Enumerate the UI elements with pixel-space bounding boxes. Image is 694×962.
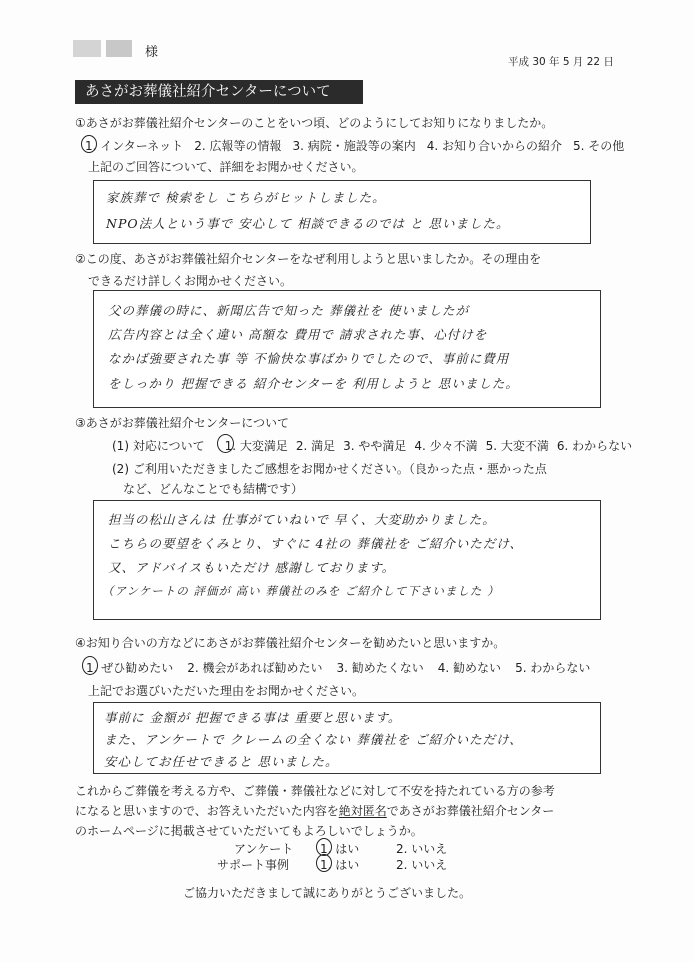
support-selected-circle xyxy=(316,854,332,872)
redacted-name-block-1 xyxy=(73,40,101,57)
q4-answer-box[interactable] xyxy=(93,702,601,774)
closing-thanks: ご協力いただきまして誠にありがとうございました。 xyxy=(183,886,472,900)
q1-option-5[interactable]: 5. その他 xyxy=(572,139,625,153)
page-title: あさがお葬儀社紹介センターについて xyxy=(75,80,363,104)
closing-line: のホームページに掲載させていただいてもよろしいでしょうか。 xyxy=(75,824,423,838)
q2-question-line: できるだけ詳しくお聞かせください。 xyxy=(88,274,293,288)
q3-option-5[interactable]: 5. 大変不満 xyxy=(485,439,549,453)
q1-question: ①あさがお葬儀社紹介センターのことをいつ頃、どのようにしてお知りになりましたか。 xyxy=(75,116,554,130)
q4-answer-line: また、アンケートで クレームの全くない 葬儀社を ご紹介いただけ、 xyxy=(104,732,523,747)
closing-emphasis: 絶対匿名 xyxy=(338,804,387,818)
q2-answer-line: 父の葬儀の時に、新聞広告で知った 葬儀社を 使いましたが xyxy=(108,303,469,318)
closing-line-2b: であさがお葬儀社紹介センター xyxy=(386,804,555,818)
q4-answer-line: 安心してお任せできると 思いました。 xyxy=(104,754,339,769)
q2-question-line: ②この度、あさがお葬儀社紹介センターをなぜ利用しようと思いましたか。その理由を xyxy=(75,252,542,266)
q3-option-3[interactable]: 3. やや満足 xyxy=(343,439,407,453)
q3-sub2-line: など、どんなことでも結構です） xyxy=(123,482,304,496)
q2-answer-line: をしっかり 把握できる 紹介センターを 利用しようと 思いました。 xyxy=(108,376,519,391)
q3-answer-line: 担当の松山さんは 仕事がていねいで 早く、大変助かりました。 xyxy=(108,512,496,527)
q4-question: ④お知り合いの方などにあさがお葬儀社紹介センターを勧めたいと思いますか。 xyxy=(75,636,506,650)
q3-option-6[interactable]: 6. わからない xyxy=(556,439,633,453)
survey-yes[interactable]: 1. はい xyxy=(320,842,360,856)
q3-answer-line: （アンケートの 評価が 高い 葬儀社のみを ご紹介して下さいました ） xyxy=(102,584,500,598)
q3-sub2-line: (2) ご利用いただきましたご感想をお聞かせください。（良かった点・悪かった点 xyxy=(112,462,547,476)
q3-question: ③あさがお葬儀社紹介センターについて xyxy=(75,416,290,430)
q4-option-5[interactable]: 5. わからない xyxy=(515,661,591,675)
support-label: サポート事例 xyxy=(217,858,290,872)
q4-option-4[interactable]: 4. 勧めない xyxy=(437,661,502,675)
q4-option-1[interactable]: 1. ぜひ勧めたい xyxy=(86,661,174,675)
q3-option-2[interactable]: 2. 満足 xyxy=(295,439,336,453)
q4-option-2[interactable]: 2. 機会があれば勧めたい xyxy=(187,661,323,675)
q3-sub1-label: (1) 対応について xyxy=(112,439,205,453)
q1-answer-box[interactable] xyxy=(93,180,591,244)
q1-followup: 上記のご回答について、詳細をお聞かせください。 xyxy=(88,160,364,174)
q3-answer-line: こちらの要望をくみとり、すぐに 4社の 葬儀社を ご紹介いただけ、 xyxy=(108,536,523,551)
q3-answer-line: 又、アドバイスもいただけ 感謝しております。 xyxy=(108,560,396,575)
q1-answer-line: 家族葬で 検索をし こちらがヒットしました。 xyxy=(106,190,386,205)
q4-option-3[interactable]: 3. 勧めたくない xyxy=(336,661,424,675)
support-no[interactable]: 2. いいえ xyxy=(396,858,448,872)
support-yes[interactable]: 1. はい xyxy=(320,858,360,872)
survey-no[interactable]: 2. いいえ xyxy=(396,842,448,856)
q4-answer-line: 事前に 金額が 把握できる事は 重要と思います。 xyxy=(104,710,402,725)
q4-selected-circle xyxy=(82,656,98,675)
q1-option-3[interactable]: 3. 病院・施設等の案内 xyxy=(292,139,416,153)
redacted-name-block-2 xyxy=(106,40,132,57)
q1-option-2[interactable]: 2. 広報等の情報 xyxy=(194,139,282,153)
closing-line: これからご葬儀を考える方や、ご葬儀・葬儀社などに対して不安を持たれている方の参考 xyxy=(75,784,555,798)
q2-answer-line: 広告内容とは全く違い 高額な 費用で 請求された事、心付けを xyxy=(108,327,488,342)
q1-answer-line: NPO法人という事で 安心して 相談できるのでは と 思いました。 xyxy=(106,216,510,231)
q4-followup: 上記でお選びいただいた理由をお聞かせください。 xyxy=(88,684,365,698)
q3-option-1[interactable]: 1. 大変満足 xyxy=(224,439,288,453)
q1-option-1[interactable]: 1. インターネット xyxy=(85,139,184,153)
closing-line-2a: になると思いますので、お答えいただいた内容を xyxy=(75,804,339,818)
honorific: 様 xyxy=(145,45,159,60)
q2-answer-box[interactable] xyxy=(93,290,601,408)
q1-selected-circle xyxy=(81,135,97,153)
q3-sub1-row xyxy=(112,437,632,454)
q4-options xyxy=(86,659,590,676)
q3-selected-circle xyxy=(217,434,234,453)
form-date: 平成 30 年 5 月 22 日 xyxy=(508,56,614,68)
survey-label: アンケート xyxy=(234,842,294,856)
q2-answer-line: なかば強要された事 等 不愉快な事ばかりでしたので、事前に費用 xyxy=(108,351,510,366)
closing-line-2 xyxy=(75,802,554,819)
q3-option-4[interactable]: 4. 少々不満 xyxy=(414,439,478,453)
q1-options xyxy=(85,137,635,154)
q3-answer-box[interactable] xyxy=(93,500,601,620)
q1-option-4[interactable]: 4. お知り合いからの紹介 xyxy=(426,139,562,153)
